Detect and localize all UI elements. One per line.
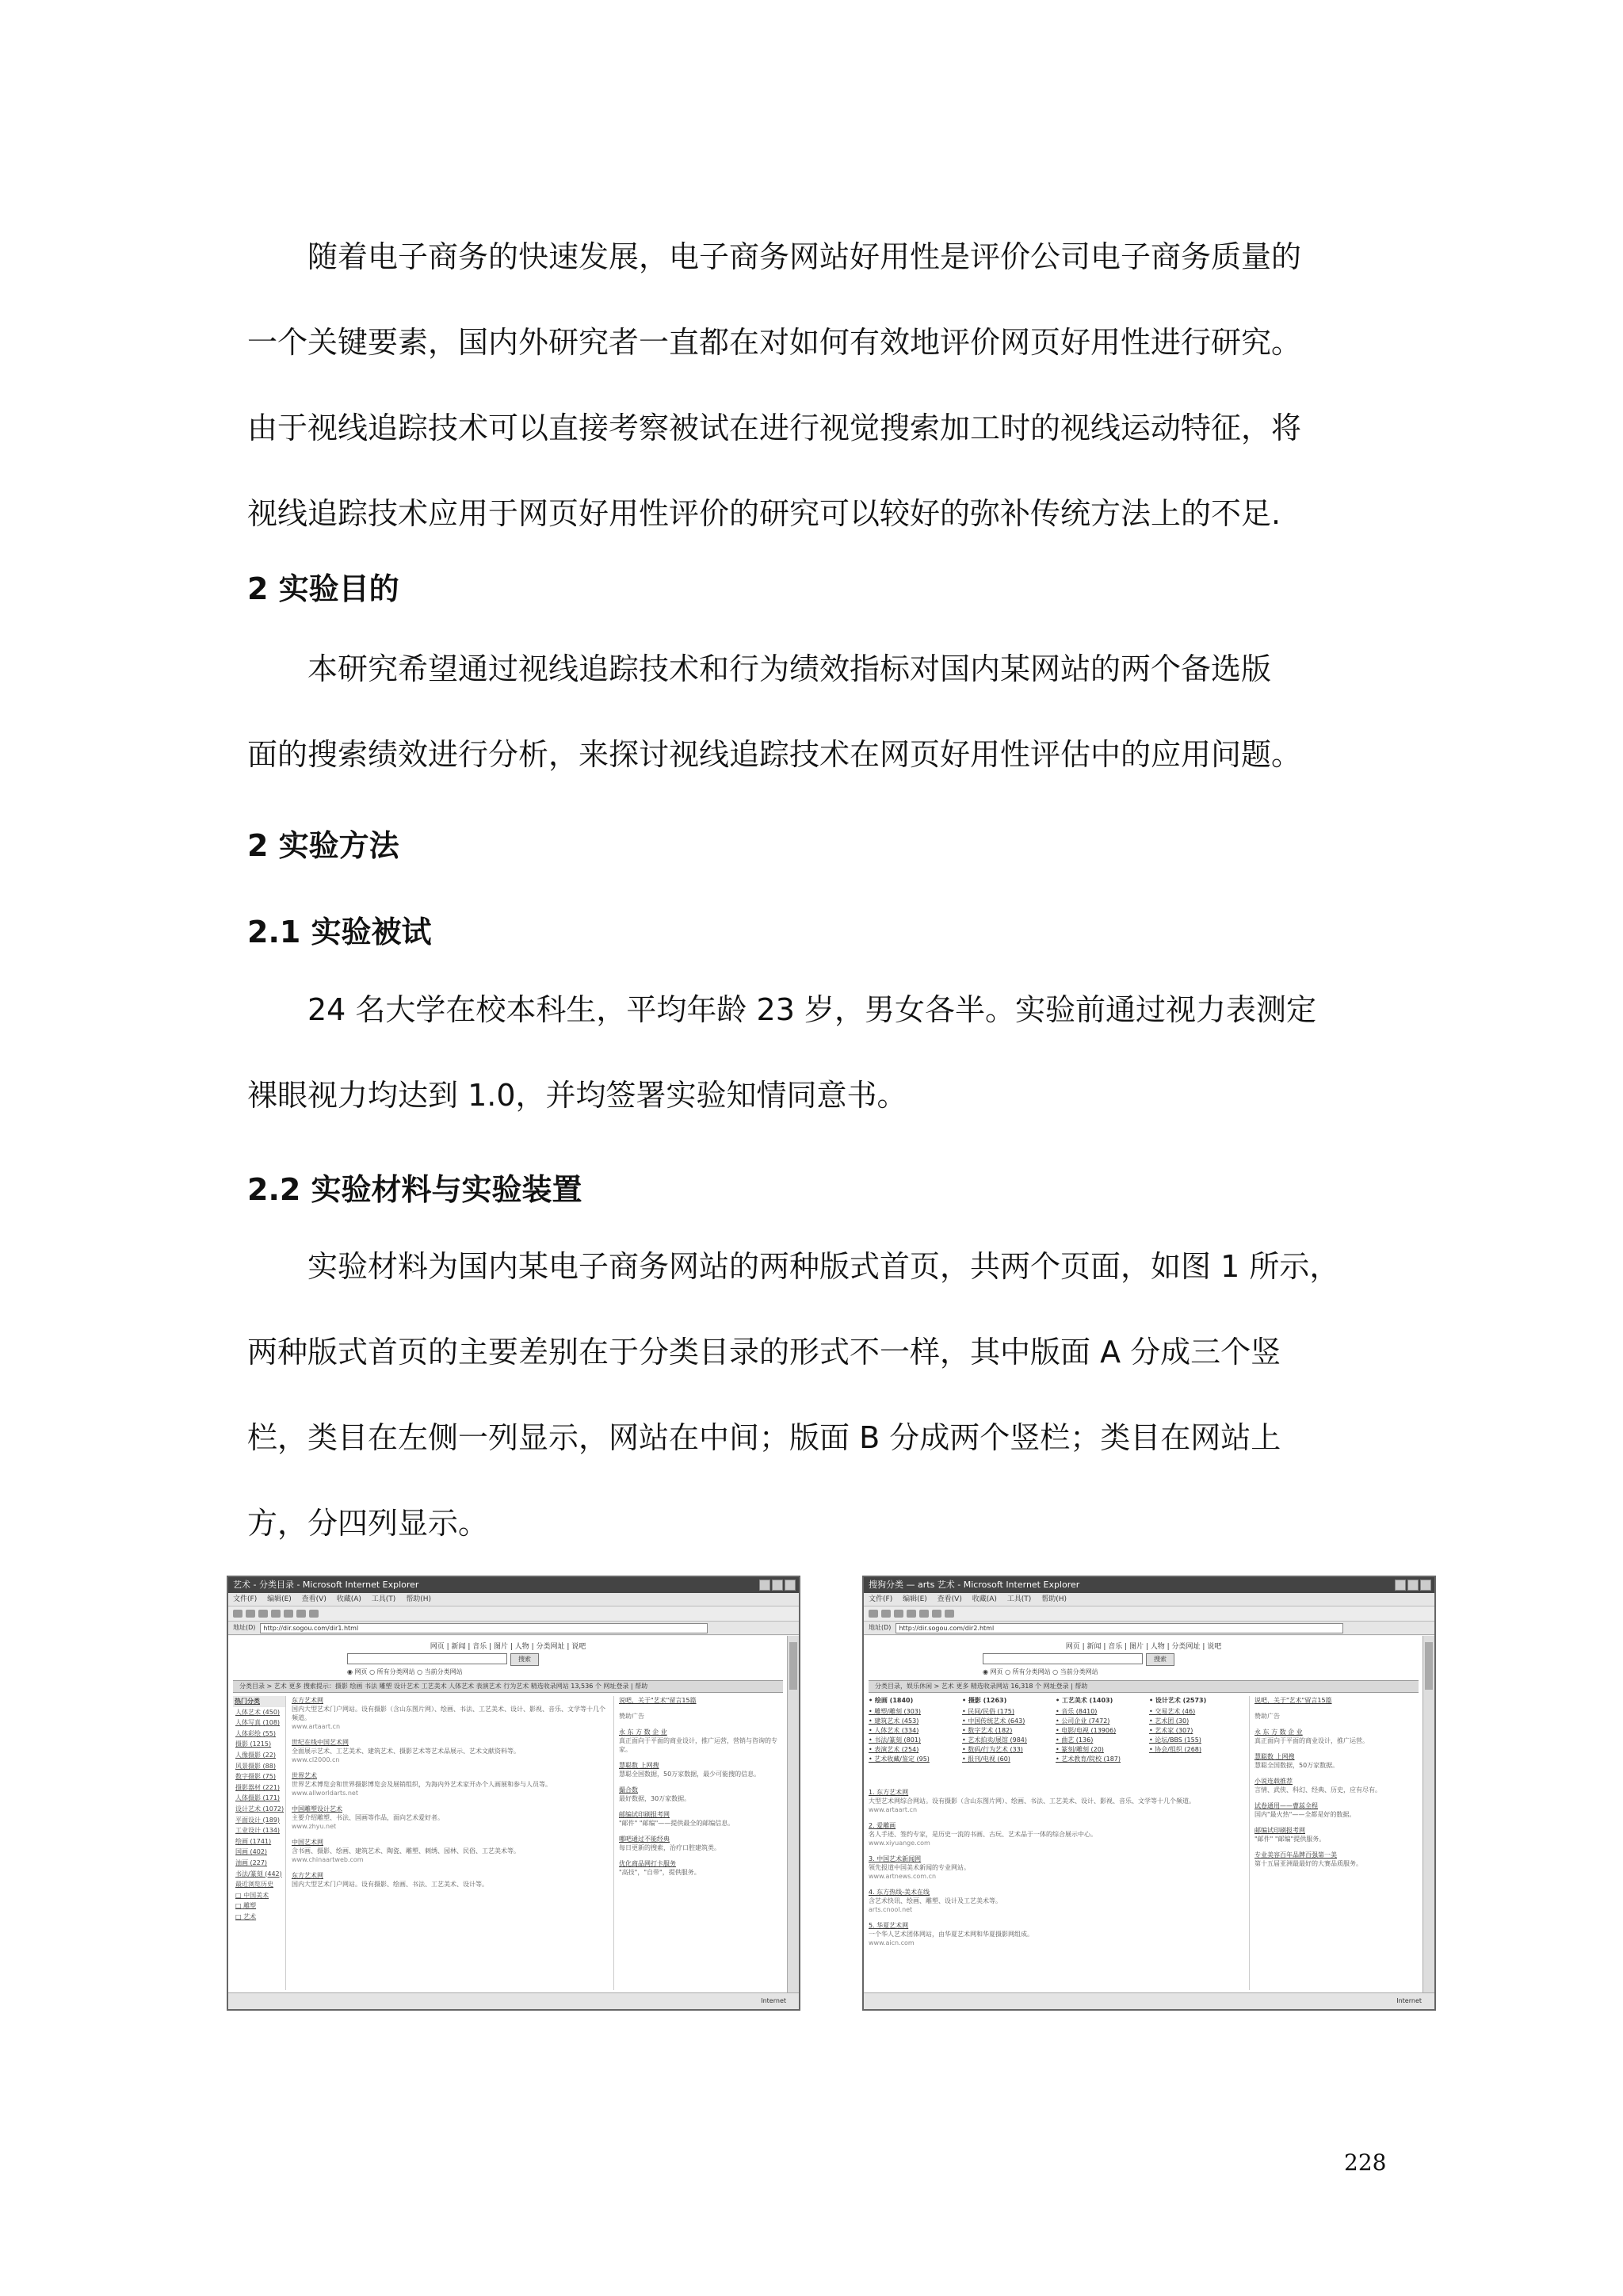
category-link[interactable]: • 艺术教育/院校 (187) xyxy=(1056,1755,1121,1763)
address-label: 地址(D) xyxy=(233,1624,256,1631)
category-link[interactable]: • 交易艺术 (46) xyxy=(1149,1708,1196,1715)
stop-icon[interactable] xyxy=(894,1610,903,1618)
window-titlebar xyxy=(864,1577,1434,1593)
site-entry[interactable]: 中国雕塑设计艺术 主要介绍雕塑、书法、国画等作品，面向艺术爱好者。 www.zhyu.net xyxy=(292,1805,444,1830)
status-bar xyxy=(228,1992,799,2009)
category-link[interactable]: • 中国传统艺术 (643) xyxy=(962,1717,1025,1725)
category-link[interactable]: 摄影器材 (221) xyxy=(235,1783,281,1791)
refresh-icon[interactable] xyxy=(271,1610,281,1618)
category-link[interactable]: 人像摄影 (22) xyxy=(235,1751,276,1759)
category-link[interactable]: 数字摄影 (75) xyxy=(235,1773,276,1781)
site-entry[interactable]: 2. 爱雕画 名人手迹、签约专家，是历史一流的书画、古玩、艺术品于一体的综合展示中心。 www.xiyuange.com xyxy=(869,1822,1097,1847)
category-grid xyxy=(869,1696,1241,1783)
menu-item[interactable]: 收藏(A) xyxy=(972,1595,997,1603)
ad-entry[interactable]: 说吧，关于"艺术"留言15篇 xyxy=(1254,1697,1332,1704)
site-list-column xyxy=(292,1696,609,1990)
ad-entry[interactable]: 慧聪数 上网搜 慧聪全国数据，50万家数据，最少可能搜的信息。 xyxy=(619,1762,761,1778)
close-icon[interactable] xyxy=(1420,1580,1431,1591)
minimize-icon[interactable] xyxy=(1395,1580,1406,1591)
site-entry[interactable]: 世纪在线中国艺术网 全面展示艺术、工艺美术、建筑艺术、摄影艺术等艺术品展示、艺术文献资料等。 www.cl2000.cn xyxy=(292,1739,520,1763)
site-entry[interactable]: 中国艺术网 含书画、摄影、绘画、建筑艺术、陶瓷、雕塑、刺绣、园林、民俗、工艺美术等。 www.chinaartweb.com xyxy=(292,1839,520,1863)
ad-entry[interactable]: 说吧，关于"艺术"留言15篇 xyxy=(619,1697,697,1704)
refresh-icon[interactable] xyxy=(907,1610,916,1618)
text-line: 随着电子商务的快速发展，电子商务网站好用性是评价公司电子商务质量的 xyxy=(247,239,1302,274)
history-item[interactable]: □ 雕塑 xyxy=(235,1902,257,1910)
menu-item[interactable]: 帮助(H) xyxy=(1041,1595,1067,1603)
status-bar xyxy=(864,1992,1434,2009)
section-heading-materials: 2.2 实验材料与实验装置 xyxy=(247,1172,582,1207)
site-list xyxy=(869,1788,1241,1990)
favorites-icon[interactable] xyxy=(309,1610,319,1618)
window-title: 艺术 - 分类目录 - Microsoft Internet Explorer xyxy=(233,1580,419,1590)
address-bar xyxy=(228,1622,799,1635)
menu-item[interactable]: 文件(F) xyxy=(233,1595,258,1603)
sidebar-ads-column xyxy=(1249,1696,1419,1990)
page-content xyxy=(228,1636,788,1993)
menu-bar xyxy=(228,1593,799,1606)
close-icon[interactable] xyxy=(785,1580,796,1591)
category-link[interactable]: • 音乐 (8410) xyxy=(1056,1708,1098,1715)
category-link[interactable]: • 雕塑/雕刻 (303) xyxy=(869,1708,922,1715)
category-link[interactable]: 摄影 (1215) xyxy=(235,1740,272,1748)
ad-entry[interactable]: 优化商品网打卡服务 "高技"，"自带"，提供服务。 xyxy=(619,1860,701,1876)
category-link[interactable]: • 艺术收藏/鉴定 (95) xyxy=(869,1755,930,1763)
category-breadcrumb-bar: 分类目录，娱乐休闲 > 艺术 更多 精选收录网站 16,318 个 网址登录 | 帮助 xyxy=(869,1680,1419,1693)
category-link[interactable]: 风景摄影 (88) xyxy=(235,1762,276,1770)
minimize-icon[interactable] xyxy=(759,1580,770,1591)
scrollbar[interactable] xyxy=(787,1636,799,1993)
category-link[interactable]: • 书法/篆刻 (801) xyxy=(869,1736,922,1744)
category-link[interactable]: • 数字艺术 (182) xyxy=(962,1727,1013,1734)
site-entry[interactable]: 3. 中国艺术新闻网 领先报道中国美术新闻的专业网站。 www.artnews.com.cn xyxy=(869,1855,970,1880)
category-link[interactable]: • 艺术家 (307) xyxy=(1149,1727,1193,1734)
ad-entry[interactable]: 哪吧通过不能经典 每日更新的搜索，治疗口腔建筑类。 xyxy=(619,1836,720,1851)
intro-paragraph xyxy=(247,214,1388,556)
home-icon[interactable] xyxy=(284,1610,293,1618)
home-icon[interactable] xyxy=(919,1610,929,1618)
menu-item[interactable]: 工具(T) xyxy=(371,1595,396,1603)
section-heading-subjects: 2.1 实验被试 xyxy=(247,915,432,949)
ad-entry[interactable]: 试卷通用——曹蕊全程 国内"最火热"——全都是好的数据。 xyxy=(1254,1802,1356,1818)
category-link[interactable]: • 建筑艺术 (453) xyxy=(869,1717,919,1725)
back-icon[interactable] xyxy=(233,1610,242,1618)
category-column xyxy=(869,1696,956,1764)
category-link[interactable]: • 艺术拍卖/展馆 (984) xyxy=(962,1736,1028,1744)
category-link[interactable]: 人体摄影 (171) xyxy=(235,1794,281,1802)
ad-entry: 赞助广告 xyxy=(1254,1713,1280,1720)
category-link[interactable]: • 电影/电视 (13906) xyxy=(1056,1727,1117,1734)
search-scope-radios[interactable]: ◉ 网页 ○ 所有分类网站 ○ 当前分类网站 xyxy=(347,1668,463,1675)
site-entry[interactable]: 东方艺术网 国内大型艺术门户网站。设有摄影（含山东图片网）、绘画、书法、工艺美术、设计、影视、音乐、文学等十几个频道。 www.artaart.cn xyxy=(292,1697,605,1730)
search-button[interactable]: 搜索 xyxy=(1146,1653,1174,1666)
category-link[interactable]: 人体写真 (108) xyxy=(235,1719,281,1727)
category-breadcrumb-bar: 分类目录 > 艺术 更多 搜索提示：摄影 绘画 书法 雕塑 设计艺术 工艺美术 人体艺术 表演艺术 行为艺术 精选收录网站 13,536 个 网址登录 | 帮助 xyxy=(233,1680,783,1693)
search-input[interactable] xyxy=(983,1653,1143,1664)
category-link[interactable]: • 论坛/BBS (155) xyxy=(1149,1736,1201,1744)
figure-layout-b xyxy=(862,1576,1436,2011)
text-line: 面的搜索绩效进行分析，来探讨视线追踪技术在网页好用性评估中的应用问题。 xyxy=(247,737,1302,772)
text-line: 本研究希望通过视线追踪技术和行为绩效指标对国内某网站的两个备选版 xyxy=(247,651,1272,686)
category-link[interactable]: • 公司企业 (7472) xyxy=(1056,1717,1110,1725)
category-link[interactable]: 工业设计 (134) xyxy=(235,1827,281,1835)
ad-entry[interactable]: 慧聪数 上网搜 慧聪全国数据，50万家数据。 xyxy=(1254,1753,1339,1769)
category-header: 热门分类 xyxy=(233,1696,285,1707)
category-link[interactable]: • 数码/行为艺术 (33) xyxy=(962,1746,1023,1753)
category-link[interactable]: • 篆刻/雕刻 (20) xyxy=(1056,1746,1104,1753)
scrollbar[interactable] xyxy=(1423,1636,1434,1993)
search-button[interactable]: 搜索 xyxy=(510,1653,539,1666)
category-link[interactable]: • 民间/民俗 (175) xyxy=(962,1708,1015,1715)
forward-icon[interactable] xyxy=(881,1610,891,1618)
ad-entry[interactable]: 专业美容百年品牌百强第一美 第十五届亚洲最最好的大赛品质服务。 xyxy=(1254,1851,1362,1867)
address-label: 地址(D) xyxy=(869,1624,892,1631)
history-item[interactable]: □ 艺术 xyxy=(235,1912,257,1920)
category-link[interactable]: • 绘画 (1840) xyxy=(869,1697,914,1704)
menu-item[interactable]: 查看(V) xyxy=(937,1595,962,1603)
ad-entry[interactable]: 撮合数 最好数据，30万家数据。 xyxy=(619,1786,691,1802)
site-entry[interactable]: 4. 东方热线-美术在线 含艺术快讯、绘画、雕塑、设计及工艺美术等。 arts.cnool.net xyxy=(869,1889,1002,1913)
ad-entry[interactable]: 邮编试印刷报考网 "邮件" "邮编"——提供最全的邮编信息。 xyxy=(619,1811,735,1827)
top-nav-links[interactable]: 网页 | 新闻 | 音乐 | 图片 | 人物 | 分类网址 | 说吧 xyxy=(430,1643,586,1651)
category-link[interactable]: • 工艺美术 (1403) xyxy=(1056,1697,1113,1704)
ad-entry[interactable]: 邮编试印刷报考网 "邮件" "邮编"提供服务。 xyxy=(1254,1827,1326,1843)
menu-item[interactable]: 收藏(A) xyxy=(336,1595,361,1603)
text-line: 裸眼视力均达到 1.0，并均签署实验知情同意书。 xyxy=(247,1078,907,1113)
search-scope-radios[interactable]: ◉ 网页 ○ 所有分类网站 ○ 当前分类网站 xyxy=(983,1668,1098,1675)
history-item[interactable]: □ 中国美术 xyxy=(235,1891,269,1899)
section-heading-method: 2 实验方法 xyxy=(247,828,399,863)
materials-paragraph xyxy=(247,1224,1388,1566)
search-icon[interactable] xyxy=(296,1610,306,1618)
menu-item[interactable]: 工具(T) xyxy=(1006,1595,1032,1603)
menu-item[interactable]: 编辑(E) xyxy=(903,1595,927,1603)
left-category-column xyxy=(233,1696,286,1990)
window-titlebar xyxy=(228,1577,799,1593)
back-icon[interactable] xyxy=(869,1610,878,1618)
forward-icon[interactable] xyxy=(246,1610,255,1618)
category-link[interactable]: • 曲艺 (136) xyxy=(1056,1736,1094,1744)
category-link[interactable]: • 设计艺术 (2573) xyxy=(1149,1697,1207,1704)
page-content xyxy=(864,1636,1423,1993)
category-link[interactable]: 人体彩绘 (55) xyxy=(235,1729,276,1737)
menu-item[interactable]: 查看(V) xyxy=(301,1595,327,1603)
browser-toolbar xyxy=(864,1606,1434,1622)
text-line: 一个关键要素，国内外研究者一直都在对如何有效地评价网页好用性进行研究。 xyxy=(247,325,1302,360)
text-line: 视线追踪技术应用于网页好用性评价的研究可以较好的弥补传统方法上的不足. xyxy=(247,496,1281,531)
site-entry[interactable]: 1. 东方艺术网 大型艺术网综合网站。设有摄影（含山东图片网）、绘画、书法、工艺美术、设计、影视、音乐、文学等十几个频道。 www.artaart.cn xyxy=(869,1789,1195,1813)
browser-toolbar xyxy=(228,1606,799,1622)
site-entry[interactable]: 世界艺术 世界艺术博览会和世界摄影博览会及展销组织，为海内外艺术家开办个人画展和参与人员等。 www.allworldarts.net xyxy=(292,1772,552,1797)
window-title: 搜狗分类 — arts 艺术 - Microsoft Internet Explorer xyxy=(869,1580,1080,1590)
history-header: 最近浏览历史 xyxy=(235,1881,273,1889)
search-icon[interactable] xyxy=(932,1610,941,1618)
site-entry[interactable]: 东方艺术网 国内大型艺术门户网站。设有摄影、绘画、书法、工艺美术、设计等。 xyxy=(292,1872,488,1888)
ad-entry[interactable]: 永 东 方 数 企 业 真正面向于平面的商业设计，推广运营，营销与咨询的专家。 xyxy=(619,1729,777,1753)
category-link[interactable]: 绘画 (1741) xyxy=(235,1837,272,1845)
menu-bar xyxy=(864,1593,1434,1606)
status-zone: Internet xyxy=(761,1997,786,2004)
text-line: 由于视线追踪技术可以直接考察被试在进行视觉搜索加工时的视线运动特征，将 xyxy=(247,411,1302,445)
favorites-icon[interactable] xyxy=(945,1610,954,1618)
text-line: 方，分四列显示。 xyxy=(247,1506,489,1541)
text-line: 栏，类目在左侧一列显示，网站在中间；版面 B 分成两个竖栏；类目在网站上 xyxy=(247,1420,1281,1455)
text-line: 两种版式首页的主要差别在于分类目录的形式不一样，其中版面 A 分成三个竖 xyxy=(247,1335,1281,1370)
address-bar xyxy=(864,1622,1434,1635)
category-link[interactable]: 书法/篆刻 (442) xyxy=(235,1870,282,1878)
text-line: 24 名大学在校本科生，平均年龄 23 岁，男女各半。实验前通过视力表测定 xyxy=(247,992,1316,1027)
category-column xyxy=(1056,1696,1143,1764)
site-entry[interactable]: 5. 华夏艺术网 一个华人艺术团体网站，由华夏艺术网和华夏摄影网组成。 www.aicn.com xyxy=(869,1922,1033,1946)
category-link[interactable]: 油画 (227) xyxy=(235,1859,268,1866)
category-column xyxy=(962,1696,1049,1764)
text-line: 实验材料为国内某电子商务网站的两种版式首页，共两个页面，如图 1 所示， xyxy=(247,1249,1340,1284)
category-link[interactable]: • 人体艺术 (334) xyxy=(869,1727,919,1734)
stop-icon[interactable] xyxy=(258,1610,268,1618)
ad-entry: 赞助广告 xyxy=(619,1713,644,1720)
purpose-paragraph xyxy=(247,626,1388,797)
category-link[interactable]: 设计艺术 (1072) xyxy=(235,1805,285,1813)
sidebar-ads-column xyxy=(613,1696,783,1990)
category-link[interactable]: 平面设计 (189) xyxy=(235,1816,281,1824)
scrollbar-thumb[interactable] xyxy=(1425,1642,1433,1690)
category-column xyxy=(1149,1696,1236,1755)
menu-item[interactable]: 帮助(H) xyxy=(406,1595,431,1603)
category-link[interactable]: 国画 (402) xyxy=(235,1848,268,1856)
figure-layout-a xyxy=(227,1576,800,2011)
section-heading-purpose: 2 实验目的 xyxy=(247,571,399,606)
ad-entry[interactable]: 小说连载推荐 言情、武侠、科幻、经典、历史，应有尽有。 xyxy=(1254,1778,1381,1794)
menu-item[interactable]: 文件(F) xyxy=(869,1595,893,1603)
category-link[interactable]: • 表演艺术 (254) xyxy=(869,1746,919,1753)
top-nav-links[interactable]: 网页 | 新闻 | 音乐 | 图片 | 人物 | 分类网址 | 说吧 xyxy=(1065,1643,1222,1651)
page-number: 228 xyxy=(1344,2149,1387,2176)
address-input[interactable]: http://dir.sogou.com/dir1.html xyxy=(260,1623,708,1633)
category-link[interactable]: • 艺术团 (30) xyxy=(1149,1717,1190,1725)
menu-item[interactable]: 编辑(E) xyxy=(267,1595,292,1603)
category-link[interactable]: • 摄影 (1263) xyxy=(962,1697,1007,1704)
category-link[interactable]: • 协会/组织 (268) xyxy=(1149,1746,1202,1753)
status-zone: Internet xyxy=(1396,1997,1422,2004)
subjects-paragraph xyxy=(247,967,1388,1138)
category-link[interactable]: • 报刊/电视 (60) xyxy=(962,1755,1010,1763)
maximize-icon[interactable] xyxy=(1407,1580,1419,1591)
maximize-icon[interactable] xyxy=(772,1580,783,1591)
scrollbar-thumb[interactable] xyxy=(789,1642,797,1690)
address-input[interactable]: http://dir.sogou.com/dir2.html xyxy=(896,1623,1343,1633)
search-input[interactable] xyxy=(347,1653,507,1664)
ad-entry[interactable]: 永 东 方 数 企 业 真正面向于平面的商业设计，推广运营。 xyxy=(1254,1729,1369,1744)
category-link[interactable]: 人体艺术 (450) xyxy=(235,1708,281,1716)
